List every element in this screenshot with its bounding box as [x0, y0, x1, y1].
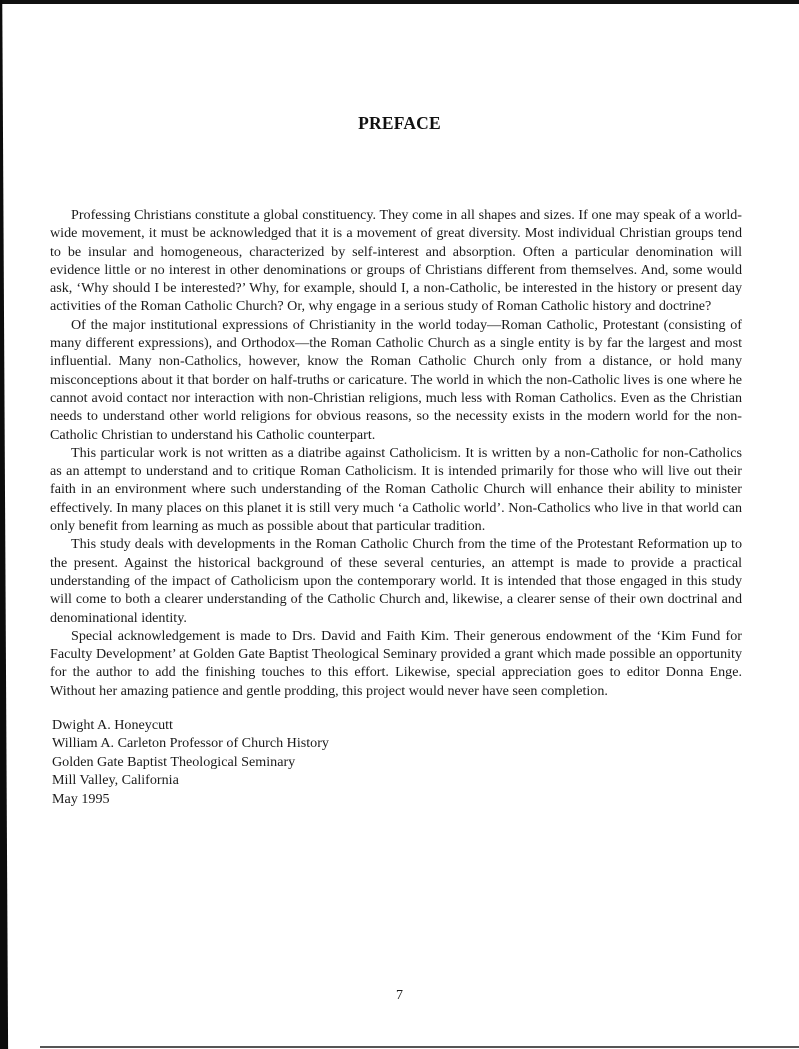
- preface-body: [50, 206, 742, 700]
- page-title: PREFACE: [358, 113, 441, 133]
- signature-block: [52, 716, 329, 808]
- paragraph-3: This particular work is not written as a diatribe against Catholicism. It is written by a non-Catholic for non-Catholics as an attempt to understand and to critique Roman Catholicism. It is intended primarily for those who will live out their faith in an environment where such understanding of the Roman Catholic Church will enhance their ability to minister effectively. In many places on this planet it is still very much ‘a Catholic world’. Non-Catholics who live in that world can only benefit from learning as much as possible about that particular tradition.: [50, 444, 742, 535]
- scan-edge-left: [0, 0, 9, 1049]
- author-institution: Golden Gate Baptist Theological Seminary: [52, 753, 296, 770]
- paragraph-2: Of the major institutional expressions of Christianity in the world today—Roman Catholic, Protestant (consisting of many different expressions), and Orthodox—the Roman Catholic Church as a single entity is by far the largest and most influential. Many non-Catholics, however, know the Roman Catholic Church only from a distance, or hold many misconceptions about it that border on half-truths or caricature. The world in which the non-Catholic lives is one where he cannot avoid contact nor interaction with non-Christian religions, much less with Roman Catholics. Even as the Christian needs to understand other world religions for obvious reasons, so the necessity exists in the modern world for the non-Catholic Christian to understand his Catholic counterpart.: [50, 316, 742, 443]
- scan-edge-bottom: [40, 1046, 799, 1048]
- author-location: Mill Valley, California: [52, 772, 179, 789]
- author-name: Dwight A. Honeycutt: [52, 717, 173, 733]
- paragraph-1: Professing Christians constitute a global constituency. They come in all shapes and sizes. If one may speak of a world-wide movement, it must be acknowledged that it is a movement of great diversity. Most individual Christian groups tend to be insular and homogeneous, characterized by self-interest and absorption. Often a particular denomination will evidence little or no interest in other denominations or groups of Christians different from themselves. And, some would ask, ‘Why should I be interested?’ Why, for example, should I, a non-Catholic, be interested in the history or present day activities of the Roman Catholic Church? Or, why engage in a serious study of Roman Catholic history and doctrine?: [50, 207, 742, 315]
- author-position: William A. Carleton Professor of Church History: [52, 735, 329, 752]
- page-number: 7: [396, 988, 403, 1003]
- signature-date: May 1995: [52, 790, 110, 807]
- scan-edge-top: [0, 0, 799, 4]
- paragraph-4: This study deals with developments in the Roman Catholic Church from the time of the Protestant Reformation up to the present. Against the historical background of these several centuries, an attempt is made to provide a practical understanding of the impact of Catholicism upon the contemporary world. It is intended that those engaged in this study will come to both a clearer understanding of the Catholic Church and, likewise, a clearer sense of their own doctrinal and denominational identity.: [50, 536, 742, 626]
- paragraph-5: Special acknowledgement is made to Drs. David and Faith Kim. Their generous endowment of the ‘Kim Fund for Faculty Development’ at Golden Gate Baptist Theological Seminary provided a grant which made possible an opportunity for the author to add the finishing touches to this effort. Likewise, special appreciation goes to editor Donna Enge. Without her amazing patience and gentle prodding, this project would never have seen completion.: [50, 627, 742, 699]
